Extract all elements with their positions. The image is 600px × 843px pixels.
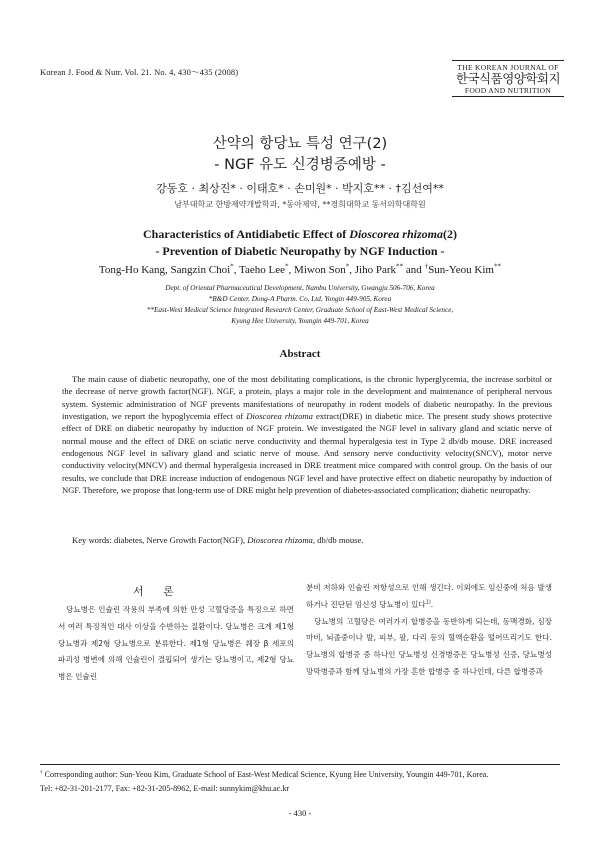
- author-mark: *: [230, 262, 234, 271]
- footnote: [40, 768, 562, 796]
- keywords-text: diabetes, Nerve Growth Factor(NGF),: [114, 535, 248, 545]
- english-title-species: Dioscorea rhizoma: [349, 227, 443, 241]
- author-name: , Jiho Park: [349, 264, 397, 276]
- abstract-body: [62, 373, 552, 496]
- korean-affiliation: 남부대학교 한방제약개발학과, *동아제약, **경희대학교 동서의학대학원: [174, 200, 426, 209]
- abstract-species: Dioscorea rhizoma: [246, 411, 313, 422]
- author-name: , Miwon Son: [288, 264, 346, 276]
- affiliation-line: Kyung Hee University, Youngin 449-701, Korea: [231, 317, 369, 325]
- keywords: [72, 535, 363, 545]
- korean-title-line2: - NGF 유도 신경병증예방 -: [214, 157, 386, 173]
- abstract-text: The main cause of diabetic neuropathy, one of the most debilitating complications, is the chronic hyperglycemia, the increase sorbitol or the decrease of nerve growth factor(NGF). NGF, a protein, plays a major role in the development and maintenance of peripheral nervous system. Systemic administration of NGF prevents manifestations of neuropathy in rodent models of diabetic neuropathy. In the previous investigation, we report the hypoglycemia effect of: [62, 374, 552, 422]
- body-left-column: 당뇨병은 인슐린 작용의 부족에 의한 만성 고혈당증을 특징으로 하면서 여러 특징적인 대사 이상을 수반하는 질환이다. 당뇨병은 크게 제1형 당뇨병과 제2형 당뇨병으로 분류한다. 제1형 당뇨병은 췌장 β 세포의 파괴성 병변에 의해 인슐린이 결핍되어 생기는 당뇨병이고, 제2형 당뇨병은 인슐린: [58, 605, 294, 682]
- author-mark: *: [284, 262, 289, 271]
- masthead-korean-title: 한국식품영양학회지: [455, 71, 561, 86]
- corresponding-mark: †: [424, 262, 429, 271]
- body-right-column: [306, 580, 552, 681]
- abstract-text: extract(DRE) in diabetic mice. The present study shows protective effect of DRE on diabetic neuropathy by induction of NGF protein. We investigated the NGF level in salivary gland and sciatic nerve of normal mouse and the effect of DRE on sciatic nerve conductivity and thermal hyperalgesia test in Type 2 db/db mouse. DRE increased endogenous NGF level in salivary gland and sciatic nerve of mouse. And sensory nerve conductivity velocity(SNCV), motor nerve conductivity velocity(MNCV) and thermal hyperalgesia increased in DRE treatment mice compared with control group. On the basis of our results, we conclude that DRE increase induction of endogenous NGF level and have protective effect on diabetic neuropathy by induction of NGF. Therefore, we propose that long-term use of DRE might help prevention of diabetes-associated complication; diabetic neuropathy.: [62, 411, 552, 496]
- journal-reference: Korean J. Food & Nutr. Vol. 21. No. 4, 430～435 (2008): [40, 67, 239, 77]
- body-text: .: [430, 599, 434, 609]
- journal-masthead: [452, 60, 564, 97]
- author-separator: and: [403, 264, 425, 276]
- keywords-text: , db/db mouse.: [312, 535, 364, 545]
- reference-mark: 1): [425, 599, 431, 606]
- affiliation-line: Dept. of Oriental Pharmaceutical Development, Nambu University, Gwangju 506-706, Korea: [165, 284, 435, 292]
- author-name: Tong-Ho Kang, Sangzin Choi: [98, 264, 231, 276]
- body-paragraph: [306, 580, 552, 614]
- masthead-bottom-text: FOOD AND NUTRITION: [464, 86, 552, 95]
- body-paragraph: 당뇨병의 고혈당은 여러가지 합병증을 동반하게 되는데, 동맥경화, 심장 마비, 뇌졸중이나 발, 피부, 팔, 다리 등의 혈액순환을 떨어뜨리기도 한다. 당뇨병의 합병증 중 하나인 당뇨병성 신경병증은 당뇨병성 신증, 당뇨병성 망막병증과 함께 당뇨병의 가장 흔한 합병증 중 하나인데, 다른 합병증과: [306, 616, 552, 676]
- keywords-label: Key words:: [72, 535, 115, 545]
- korean-authors: 강동호 · 최상진* · 이태호* · 손미원* · 박지호** · †김선여**: [156, 182, 444, 195]
- section-title: 서 론: [133, 585, 182, 598]
- korean-title-line1: 산약의 항당뇨 특성 연구(2): [212, 136, 388, 152]
- english-affiliations: [0, 283, 600, 327]
- affiliation-line: **East-West Medical Science Integrated Research Center, Graduate School of East-West Medical Science,: [146, 306, 454, 314]
- author-mark: *: [345, 262, 350, 271]
- footnote-text: Corresponding author: Sun-Yeou Kim, Graduate School of East-West Medical Science, Kyung Hee University, Youngin 449-701, Korea.: [42, 770, 489, 779]
- affiliation-line: *R&D Center, Dong-A Pharm. Co, Ltd, Yongin 449-905, Korea: [208, 295, 392, 303]
- keywords-species: Dioscorea rhizoma: [247, 535, 313, 545]
- abstract-heading: Abstract: [279, 348, 321, 360]
- masthead-top-text: THE KOREAN JOURNAL OF: [457, 63, 559, 72]
- korean-title: [0, 134, 600, 176]
- author-name: , Taeho Lee: [233, 264, 285, 276]
- english-title: [0, 226, 600, 260]
- footnote-line2: Tel: +82-31-201-2177, Fax: +82-31-205-8962, E-mail: sunnykim@khu.ac.kr: [40, 784, 290, 793]
- page-number: - 430 -: [288, 808, 312, 818]
- author-mark: **: [396, 262, 404, 271]
- english-title-number: (2): [442, 227, 457, 241]
- english-title-line2: - Prevention of Diabetic Neuropathy by NGF Induction -: [155, 244, 445, 258]
- english-authors: [0, 264, 600, 276]
- english-title-text: Characteristics of Antidiabetic Effect of: [143, 227, 350, 241]
- author-mark: **: [493, 262, 502, 271]
- corresponding-mark: †: [40, 769, 43, 776]
- author-name: Sun-Yeou Kim: [428, 264, 494, 276]
- footnote-line1: [40, 768, 562, 782]
- body-text: 분비 저하와 인슐린 저항성으로 인해 생긴다. 이외에도 임신중에 처음 발생하거나 진단된 임신성 당뇨병이 있다: [306, 583, 552, 609]
- footnote-divider: [40, 764, 560, 765]
- english-title-line1: [0, 226, 600, 243]
